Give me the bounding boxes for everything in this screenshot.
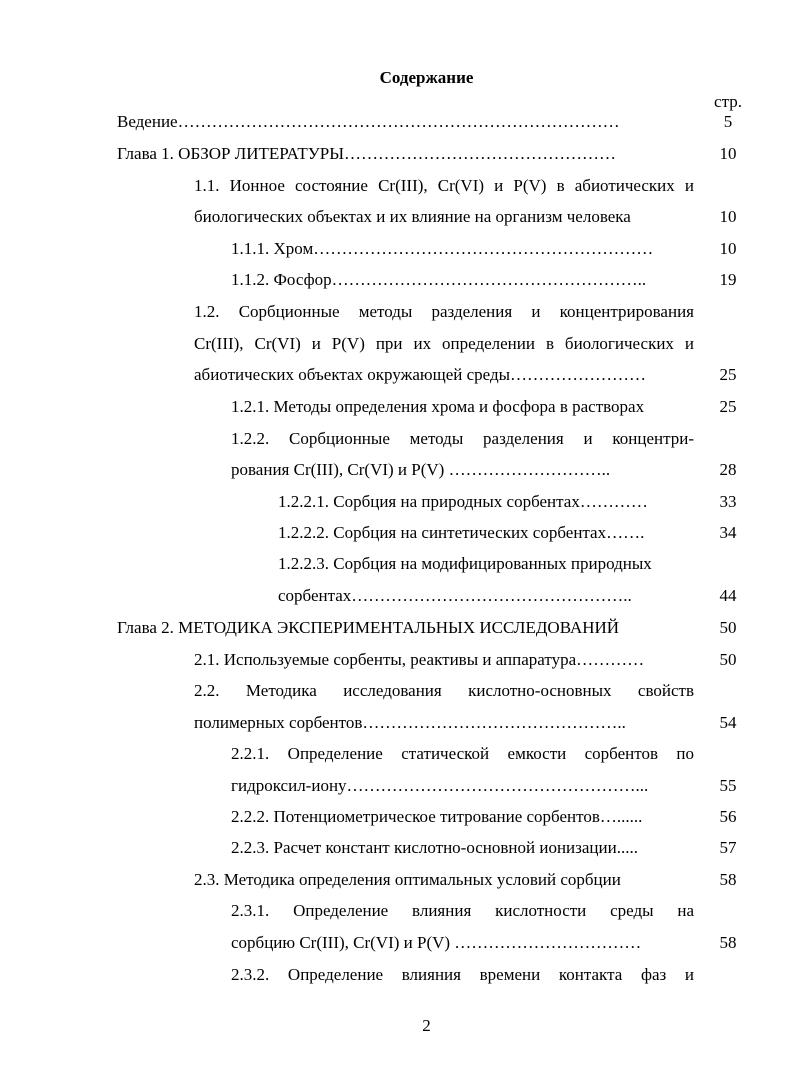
toc-entry-chapter-2: Глава 2. МЕТОДИКА ЭКСПЕРИМЕНТАЛЬНЫХ ИССЛЕДОВАНИЙ xyxy=(117,618,620,637)
toc-page-number: 10 xyxy=(719,144,737,163)
toc-page-number: 5 xyxy=(723,112,733,131)
toc-page-number: 25 xyxy=(719,397,737,416)
toc-entry-chapter-1: Глава 1. ОБЗОР ЛИТЕРАТУРЫ………………………………………… xyxy=(117,144,617,163)
toc-page-number: 58 xyxy=(719,870,737,889)
toc-page-number: 10 xyxy=(719,207,737,226)
toc-entry-1-1-line2: биологических объектах и их влияние на организм человека xyxy=(194,207,631,226)
toc-page-number: 55 xyxy=(719,776,737,795)
toc-entry-2-2-1-line2: гидроксил-иону……………………………………………... xyxy=(231,776,649,795)
toc-page-number: 58 xyxy=(719,933,737,952)
toc-page-number: 33 xyxy=(719,492,737,511)
toc-entry-introduction: Ведение…………………………………………………………………… xyxy=(117,112,620,131)
toc-entry-2-3-2-line1: 2.3.2. Определение влияния времени контакта фаз и xyxy=(231,965,694,984)
toc-entry-2-2-line1: 2.2. Методика исследования кислотно-основных свойств xyxy=(194,681,694,700)
toc-entry-1-1-line1: 1.1. Ионное состояние Cr(III), Cr(VI) и P(V) в абиотических и xyxy=(194,176,694,195)
toc-page-number: 28 xyxy=(719,460,737,479)
toc-entry-1-2-2-2: 1.2.2.2. Сорбция на синтетических сорбентах……. xyxy=(278,523,645,542)
toc-entry-1-2-line2: Cr(III), Cr(VI) и P(V) при их определении в биологических и xyxy=(194,334,694,353)
toc-entry-2-3-1-line2: сорбцию Cr(III), Cr(VI) и P(V) …………………………… xyxy=(231,933,642,952)
toc-page-number: 56 xyxy=(719,807,737,826)
toc-entry-1-2-2-1: 1.2.2.1. Сорбция на природных сорбентах………… xyxy=(278,492,648,511)
toc-page-number: 34 xyxy=(719,523,737,542)
toc-entry-2-2-1-line1: 2.2.1. Определение статической емкости сорбентов по xyxy=(231,744,694,763)
toc-entry-2-1: 2.1. Используемые сорбенты, реактивы и аппаратура………… xyxy=(194,650,645,669)
toc-entry-2-3-1-line1: 2.3.1. Определение влияния кислотности среды на xyxy=(231,901,694,920)
toc-page-number: 25 xyxy=(719,365,737,384)
toc-entry-1-1-2: 1.1.2. Фосфор……………………………………………….. xyxy=(231,270,647,289)
toc-entry-1-2-1: 1.2.1. Методы определения хрома и фосфора в растворах xyxy=(231,397,645,416)
toc-entry-1-2-2-3-line1: 1.2.2.3. Сорбция на модифицированных природных xyxy=(278,554,652,573)
toc-entry-1-2-line1: 1.2. Сорбционные методы разделения и концентрирования xyxy=(194,302,694,321)
toc-page-number: 57 xyxy=(719,838,737,857)
toc-page-number: 54 xyxy=(719,713,737,732)
toc-page-number: 50 xyxy=(719,618,737,637)
toc-page-number: 10 xyxy=(719,239,737,258)
toc-entry-2-2-2: 2.2.2. Потенциометрическое титрование сорбентов…...... xyxy=(231,807,643,826)
toc-entry-1-2-2-3-line2: сорбентах………………………………………….. xyxy=(278,586,632,605)
page-number: 2 xyxy=(422,1016,431,1035)
toc-entry-1-2-2-line1: 1.2.2. Сорбционные методы разделения и концентри- xyxy=(231,429,694,448)
toc-page-number: 19 xyxy=(719,270,737,289)
toc-entry-1-1-1: 1.1.1. Хром…………………………………………………… xyxy=(231,239,654,258)
toc-entry-2-2-3: 2.2.3. Расчет констант кислотно-основной ионизации..... xyxy=(231,838,638,857)
toc-entry-1-2-line3: абиотических объектах окружающей среды…………………… xyxy=(194,365,647,384)
toc-page-number: 50 xyxy=(719,650,737,669)
page-column-header: стр. xyxy=(714,92,742,111)
page-title: Содержание xyxy=(379,68,474,87)
toc-entry-2-2-line2: полимерных сорбентов……………………………………….. xyxy=(194,713,626,732)
toc-entry-1-2-2-line2: рования Cr(III), Cr(VI) и P(V) ……………………….. xyxy=(231,460,611,479)
toc-entry-2-3: 2.3. Методика определения оптимальных условий сорбции xyxy=(194,870,621,889)
toc-page-number: 44 xyxy=(719,586,737,605)
